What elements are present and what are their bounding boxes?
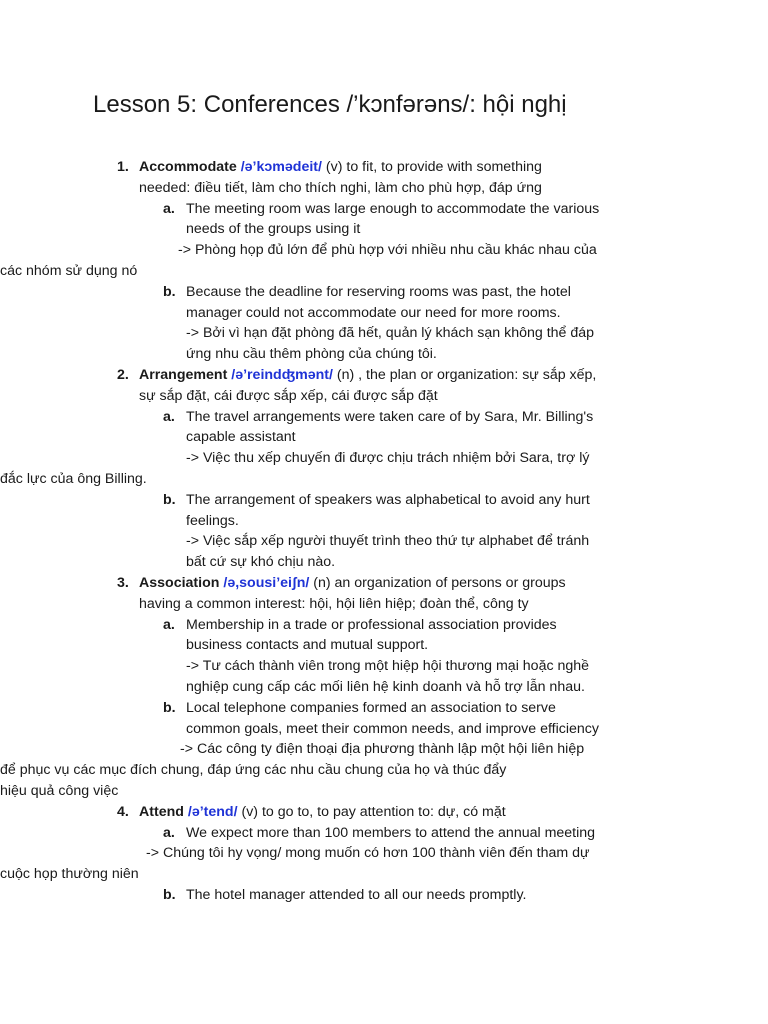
example-en: b. Because the deadline for reserving rooms was past, the hotel — [163, 283, 571, 300]
example-vi: cuộc họp thường niên — [0, 866, 139, 883]
vocab-definition: (v) to go to, to pay attention to: dự, có mặt — [237, 803, 506, 820]
lesson-title: Lesson 5: Conferences /’kɔnfərəns/: hội nghị — [93, 91, 567, 118]
example-en: business contacts and mutual support. — [186, 637, 429, 654]
example-en: feelings. — [186, 512, 239, 529]
vocab-definition: (n) an organization of persons or groups — [309, 574, 566, 591]
vocab-ipa: /ə’kɔmədeit/ — [240, 159, 322, 175]
vocab-ipa: /ə’reindʤmənt/ — [231, 366, 333, 383]
example-vi: -> Phòng họp đủ lớn để phù hợp với nhiều nhu cầu khác nhau của — [178, 242, 597, 259]
example-vi: bất cứ sự khó chịu nào. — [186, 554, 336, 571]
vocab-word: Association — [139, 574, 220, 591]
example-en: a. The meeting room was large enough to accommodate the various — [163, 200, 600, 217]
example-en: b. The arrangement of speakers was alphabetical to avoid any hurt — [163, 491, 590, 508]
example-vi: -> Bởi vì hạn đặt phòng đã hết, quản lý khách sạn không thể đáp — [186, 325, 595, 342]
example-en: common goals, meet their common needs, and improve efficiency — [186, 720, 599, 737]
vocab-definition-line: having a common interest: hội, hội liên hiệp; đoàn thể, công ty — [139, 595, 529, 612]
example-en: a. The travel arrangements were taken care of by Sara, Mr. Billing's — [163, 408, 594, 425]
example-en: a. Membership in a trade or professional association provides — [163, 616, 557, 633]
example-en: b. Local telephone companies formed an association to serve — [163, 699, 556, 716]
vocab-definition: (v) to fit, to provide with something — [321, 159, 542, 175]
vocab-ipa: /ə,sousi’eiʃn/ — [223, 574, 310, 591]
example-en: capable assistant — [186, 429, 296, 446]
example-en: manager could not accommodate our need for more rooms. — [186, 304, 561, 321]
example-vi: -> Tư cách thành viên trong một hiệp hội thương mại hoặc nghề — [186, 658, 590, 675]
vocab-definition-line: sự sắp đặt, cái được sắp xếp, cái được sắp đặt — [139, 387, 438, 404]
example-vi: -> Việc thu xếp chuyến đi được chịu trách nhiệm bởi Sara, trợ lý — [186, 450, 590, 467]
example-vi: -> Chúng tôi hy vọng/ mong muốn có hơn 100 thành viên đến tham dự — [146, 845, 590, 862]
example-vi: ứng nhu cầu thêm phòng của chúng tôi. — [186, 346, 437, 363]
vocab-item-1-heading: 1. Accommodate /ə’kɔmədeit/ (v) to fit, to provide with something — [117, 159, 542, 175]
example-vi: -> Việc sắp xếp người thuyết trình theo thứ tự alphabet để tránh — [186, 533, 590, 550]
vocab-definition-line: needed: điều tiết, làm cho thích nghi, làm cho phù hợp, đáp ứng — [139, 179, 542, 196]
vocab-ipa: /ə’tend/ — [187, 803, 238, 820]
example-vi: để phục vụ các mục đích chung, đáp ứng các nhu cầu chung của họ và thúc đẩy — [0, 762, 507, 779]
example-vi: đắc lực của ông Billing. — [0, 470, 147, 487]
example-vi: các nhóm sử dụng nó — [0, 262, 138, 279]
example-vi: hiệu quả công việc — [0, 782, 119, 799]
vocab-item-2-heading: 2. Arrangement /ə’reindʤmənt/ (n) , the plan or organization: sự sắp xếp, — [117, 366, 597, 383]
vocabulary-list — [0, 157, 683, 906]
example-en: needs of the groups using it — [186, 221, 361, 238]
example-vi: nghiệp cung cấp các mối liên hệ kinh doanh và hỗ trợ lẫn nhau. — [186, 678, 585, 695]
vocab-item-3-heading: 3. Association /ə,sousi’eiʃn/ (n) an organization of persons or groups — [117, 574, 566, 591]
example-vi: -> Các công ty điện thoại địa phương thành lập một hội liên hiệp — [180, 741, 585, 758]
vocab-item-4-heading: 4. Attend /ə’tend/ (v) to go to, to pay attention to: dự, có mặt — [117, 803, 506, 820]
vocab-definition: (n) , the plan or organization: sự sắp xếp, — [332, 366, 597, 383]
vocab-word: Accommodate — [139, 159, 237, 175]
vocab-word: Arrangement — [139, 366, 228, 383]
example-en: a. We expect more than 100 members to attend the annual meeting — [163, 824, 596, 841]
example-en: b. The hotel manager attended to all our needs promptly. — [163, 886, 527, 903]
vocab-word: Attend — [139, 803, 184, 820]
